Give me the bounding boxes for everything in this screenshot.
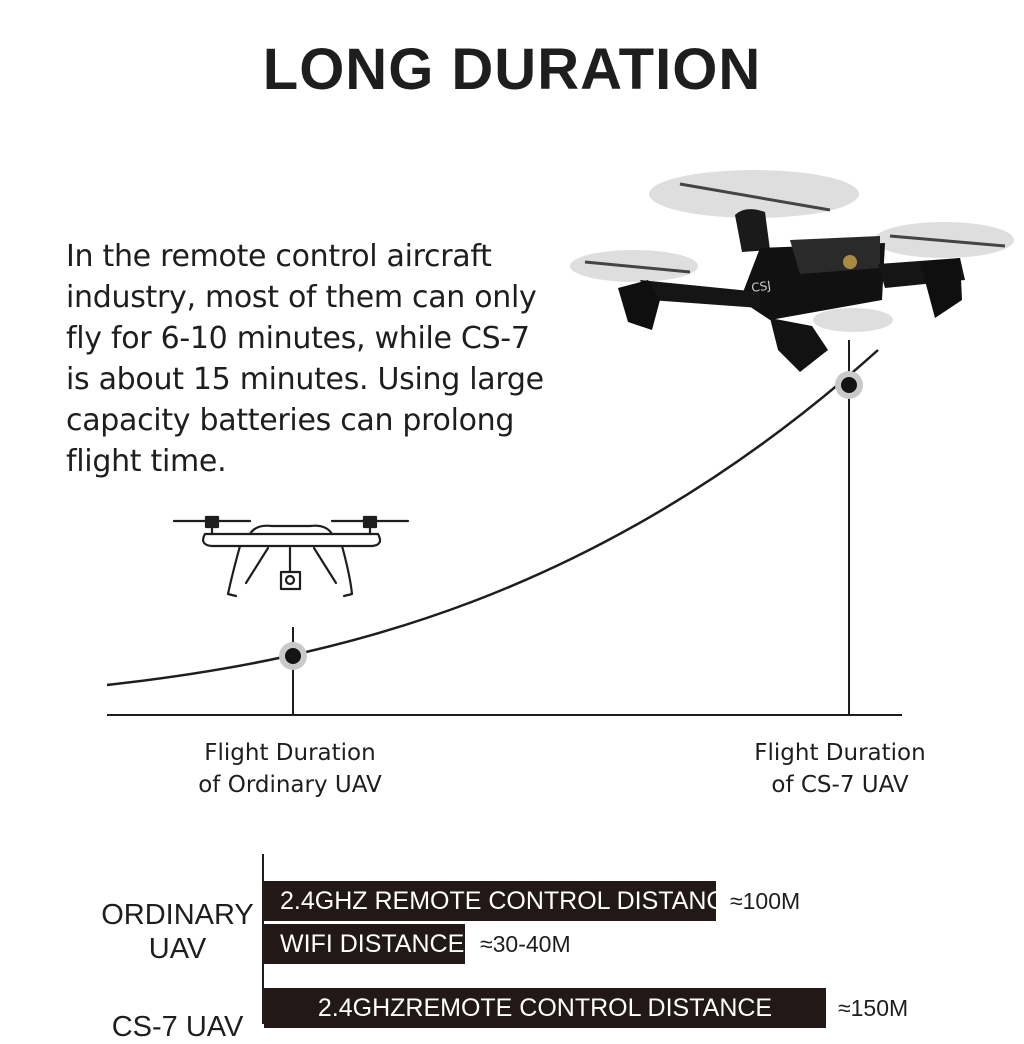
description-line: In the remote control aircraft — [66, 239, 492, 274]
caption-line: Flight Duration — [204, 740, 376, 766]
caption-line: Flight Duration — [754, 740, 926, 766]
cs7-remote-distance-bar: 2.4GHZREMOTE CONTROL DISTANCE — [264, 988, 826, 1028]
cs7-duration-caption — [710, 737, 970, 801]
description-line: is about 15 minutes. Using large — [66, 362, 544, 397]
group-label-line: UAV — [148, 933, 207, 965]
cs7-remote-distance-value: ≈150M — [838, 995, 909, 1021]
description-line: fly for 6-10 minutes, while CS-7 — [66, 321, 530, 356]
ordinary-marker-dot — [285, 648, 301, 664]
description-line: flight time. — [66, 444, 227, 479]
ordinary-remote-distance-bar: 2.4GHZ REMOTE CONTROL DISTANCE — [264, 881, 716, 921]
duration-curve — [107, 350, 878, 685]
ordinary-uav-label — [100, 898, 255, 966]
caption-line: of Ordinary UAV — [198, 772, 382, 798]
duration-graph — [0, 150, 1024, 740]
cs7-drone-icon — [570, 170, 1014, 372]
group-label-line: ORDINARY — [101, 899, 254, 931]
group-label-line: CS-7 UAV — [111, 1011, 244, 1043]
caption-line: of CS-7 UAV — [771, 772, 909, 798]
description-line: industry, most of them can only — [66, 280, 537, 315]
ordinary-duration-caption — [160, 737, 420, 801]
ordinary-remote-distance-value: ≈100M — [730, 888, 801, 914]
ordinary-wifi-distance-bar: WIFI DISTANCE — [264, 924, 465, 964]
cs7-marker-dot — [841, 377, 857, 393]
ordinary-wifi-distance-value: ≈30-40M — [480, 931, 571, 957]
description-line: capacity batteries can prolong — [66, 403, 515, 438]
svg-text:CSJ: CSJ — [750, 278, 772, 295]
ordinary-drone-icon — [174, 517, 408, 596]
cs7-uav-label — [100, 1010, 255, 1044]
page-title: LONG DURATION — [262, 37, 762, 102]
